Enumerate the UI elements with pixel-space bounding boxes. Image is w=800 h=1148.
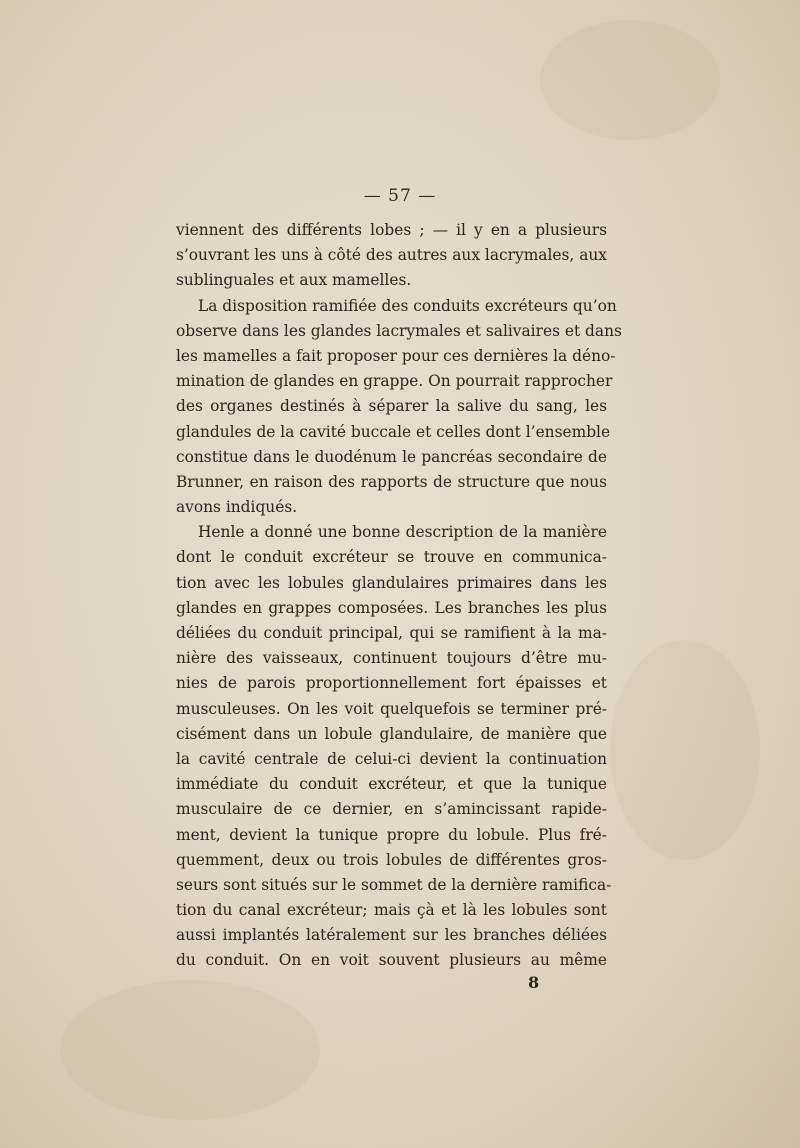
text-line: immédiate du conduit excréteur, et que la tunique xyxy=(176,775,607,794)
text-line: musculeuses. On les voit quelquefois se terminer pré- xyxy=(176,699,607,718)
text-line: cisément dans un lobule glandulaire, de manière que xyxy=(176,724,607,743)
paper-stain xyxy=(60,980,320,1120)
text-line: viennent des différents lobes ; — il y en a plusieurs xyxy=(176,221,607,239)
text-line: des organes destinés à séparer la salive du sang, les xyxy=(176,397,607,416)
signature-mark: 8 xyxy=(528,973,540,992)
text-line: la cavité centrale de celui-ci devient la continuation xyxy=(176,749,607,768)
page-number: — 57 — xyxy=(363,186,437,206)
text-line: déliées du conduit principal, qui se ramifient à la ma- xyxy=(176,624,607,642)
paper-stain xyxy=(610,640,760,860)
text-line: mination de glandes en grappe. On pourrait rapprocher xyxy=(176,372,613,391)
text-line: du conduit. On en voit souvent plusieurs au même xyxy=(176,951,607,970)
text-line: musculaire de ce dernier, en s’amincissant rapide- xyxy=(176,800,607,819)
text-line: quemment, deux ou trois lobules de différentes gros- xyxy=(176,850,607,869)
text-line: aussi implantés latéralement sur les branches déliées xyxy=(176,926,607,945)
text-line: tion avec les lobules glandulaires primaires dans les xyxy=(176,573,607,592)
paper-stain xyxy=(540,20,720,140)
text-line: ment, devient la tunique propre du lobule. Plus fré- xyxy=(176,825,607,844)
text-line: Brunner, en raison des rapports de structure que nous xyxy=(176,472,607,491)
body-text xyxy=(176,218,622,974)
text-line: tion du canal excréteur; mais çà et là les lobules sont xyxy=(176,901,607,920)
text-line: les mamelles a fait proposer pour ces dernières la déno- xyxy=(176,346,616,365)
text-line: dont le conduit excréteur se trouve en communica- xyxy=(176,548,607,567)
text-line: nière des vaisseaux, continuent toujours d’être mu- xyxy=(176,649,607,668)
text-line: constitue dans le duodénum le pancréas secondaire de xyxy=(176,447,607,466)
text-line: s’ouvrant les uns à côté des autres aux lacrymales, aux xyxy=(176,246,607,265)
text-line: La disposition ramifiée des conduits excréteurs qu’on xyxy=(198,296,617,315)
text-line: glandules de la cavité buccale et celles dont l’ensemble xyxy=(176,422,611,441)
text-line: observe dans les glandes lacrymales et salivaires et dans xyxy=(176,321,622,340)
text-line: glandes en grappes composées. Les branches les plus xyxy=(176,598,607,617)
text-line: Henle a donné une bonne description de la manière xyxy=(198,523,607,542)
text-line: nies de parois proportionnellement fort épaisses et xyxy=(176,674,607,693)
text-line: seurs sont situés sur le sommet de la dernière ramifica- xyxy=(176,875,612,894)
text-line: avons indiqués. xyxy=(176,498,298,517)
text-line: sublinguales et aux mamelles. xyxy=(176,271,412,290)
